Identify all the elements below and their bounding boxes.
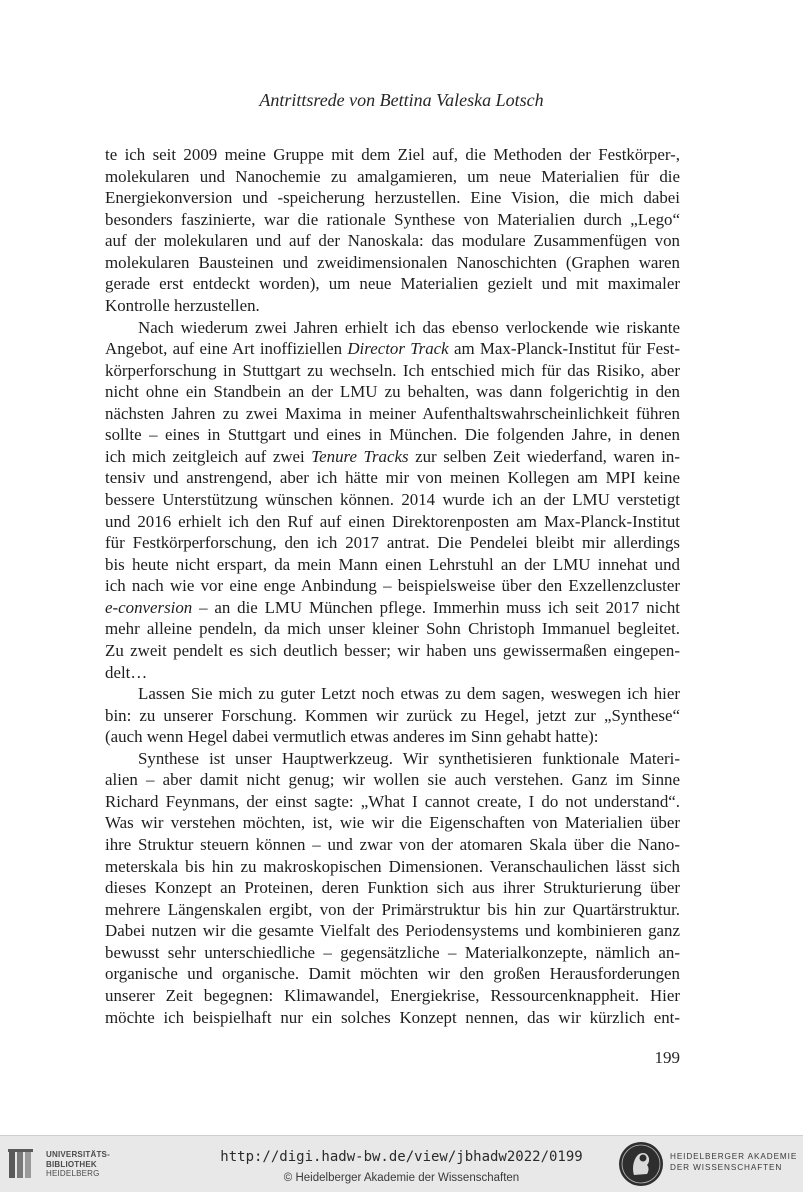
text-line: Kontrolle herzustellen.: [105, 295, 260, 315]
paragraph: [105, 748, 680, 1028]
text-line: besonders faszinierte, war die rationale Synthese von Materialien durch „Lego“: [105, 209, 680, 229]
text-line: (auch wenn Hegel dabei vermutlich etwas anderes im Sinn gehabt hatte):: [105, 727, 599, 747]
text-line: Angebot, auf eine Art inoffiziellen Director Track am Max-Planck-Institut für Fest-: [105, 339, 680, 359]
text-line: möchte ich beispielhaft nur ein solches Konzept nennen, das wir kürzlich ent-: [105, 1007, 680, 1027]
text-line: mehrere Längenskalen ergibt, von der Primärstruktur bis hin zur Quartärstruktur.: [105, 899, 680, 919]
text-line: te ich seit 2009 meine Gruppe mit dem Ziel auf, die Methoden der Festkörper-,: [105, 145, 680, 164]
text-line: nächsten Jahren zu zwei Maxima in meiner Aufenthaltswahrscheinlichkeit führen: [105, 403, 680, 423]
body-text: [105, 144, 680, 1028]
text-line: ihre Struktur steuern können – und zwar von der atomaren Skala über die Nano-: [105, 835, 680, 854]
text-line: Lassen Sie mich zu guter Letzt noch etwas zu dem sagen, weswegen ich hier: [138, 684, 680, 704]
text-line: ich mich zeitgleich auf zwei Tenure Tracks zur selben Zeit wiederfand, waren in-: [105, 446, 681, 466]
text-line: Energiekonversion und -speicherung herzustellen. Eine Vision, die mich dabei: [105, 188, 680, 208]
italic-term: e-conversion: [105, 597, 193, 617]
paragraph: [105, 683, 680, 748]
text-line: gerade erst entdeckt worden), um neue Materialien gezielt und mit maximaler: [105, 274, 680, 294]
text-line: auf der molekularen und auf der Nanoskala: das modulare Zusammenfügen von: [105, 231, 680, 251]
italic-term: Tenure Tracks: [311, 446, 409, 466]
text-line: mehr alleine pendeln, da mich unser kleiner Sohn Christoph Immanuel begleitet.: [105, 619, 680, 639]
text-line: ich nach wie vor eine enge Anbindung – beispielsweise über den Exzellenzcluster: [105, 576, 680, 596]
text-line: bewusst sehr unterschiedliche – gegensätzliche – Materialkonzepte, nämlich an-: [105, 942, 680, 962]
academy-logo-text: HEIDELBERGER AKADEMIE DER WISSENSCHAFTEN: [670, 1152, 798, 1172]
paragraph: [105, 144, 680, 317]
text-line: delt…: [105, 662, 148, 682]
text-line: sollte – eines in Stuttgart und eines in München. Die folgenden Jahre, in denen: [105, 425, 680, 445]
text-line: Zu zweit pendelt es sich deutlich besser; wir haben uns gewissermaßen eingepen-: [105, 640, 680, 660]
text-line: meterskala bis hin zu makroskopischen Dimensionen. Veranschaulichen lässt sich: [105, 856, 680, 876]
text-line: Nach wiederum zwei Jahren erhielt ich das ebenso verlockende wie riskante: [138, 317, 680, 337]
text-line: Synthese ist unser Hauptwerkzeug. Wir synthetisieren funktionale Materi-: [138, 748, 680, 768]
text-line: tensiv und anstrengend, aber ich hätte mir von meinen Kollegen am MPI keine: [105, 468, 680, 488]
text-line: für Festkörperforschung, den ich 2017 antrat. Die Pendelei bleibt mir allerdings: [105, 533, 680, 553]
university-library-logo-text: UNIVERSITÄTS- BIBLIOTHEK HEIDELBERG: [46, 1150, 110, 1178]
text-line: e-conversion – an die LMU München pflege. Immerhin muss ich seit 2017 nicht: [105, 597, 680, 617]
academy-logo[interactable]: [618, 1140, 800, 1188]
text-line: Richard Feynmans, der einst sagte: „What I cannot create, I do not understand“.: [105, 791, 680, 811]
text-line: alien – aber damit nicht genug; wir wollen sie auch verstehen. Ganz im Sinne: [105, 770, 680, 790]
text-line: Was wir verstehen möchten, ist, wie wir die Eigenschaften von Materialien über: [105, 813, 680, 833]
academy-seal-icon: [618, 1141, 664, 1187]
text-line: molekularen und Nanochemie zu amalgamieren, um neue Materialien für die: [105, 166, 680, 186]
text-line: bis heute nicht erspart, da mein Mann einen Lehrstuhl an der LMU innehat und: [105, 554, 680, 574]
italic-term: Director Track: [347, 339, 449, 359]
text-line: bessere Unterstützung wünschen können. 2014 wurde ich an der LMU verstetigt: [105, 490, 680, 509]
page-number: 199: [654, 1048, 680, 1067]
text-line: organische und organische. Damit möchten wir den großen Herausforderungen: [105, 964, 680, 984]
text-line: nicht ohne ein Standbein an der LMU zu behalten, was dann folgerichtig in den: [105, 382, 680, 402]
text-line: bin: zu unserer Forschung. Kommen wir zurück zu Hegel, jetzt zur „Synthese“: [105, 705, 680, 725]
running-head: Antrittsrede von Bettina Valeska Lotsch: [259, 90, 544, 110]
text-line: und 2016 erhielt ich den Ruf auf einen Direktorenposten am Max-Planck-Institut: [105, 511, 680, 531]
text-line: unserer Zeit begegnen: Klimawandel, Energiekrise, Ressourcenknappheit. Hier: [105, 985, 680, 1005]
copyright-notice: © Heidelberger Akademie der Wissenschaften: [283, 1172, 520, 1184]
text-line: körperforschung in Stuttgart zu wechseln. Ich entschied mich für das Risiko, aber: [105, 360, 680, 380]
text-line: Dabei nutzen wir die gesamte Vielfalt des Periodensystems und kombinieren ganz: [105, 921, 680, 941]
text-line: molekularen Bausteinen und zweidimensionalen Nanoschichten (Graphen waren: [105, 252, 680, 272]
permalink-link[interactable]: http://digi.hadw-bw.de/view/jbhadw2022/0199: [220, 1149, 583, 1165]
paragraph: [105, 317, 680, 684]
text-line: dieses Konzept an Proteinen, deren Funktion sich aus ihrer Strukturierung über: [105, 878, 680, 898]
